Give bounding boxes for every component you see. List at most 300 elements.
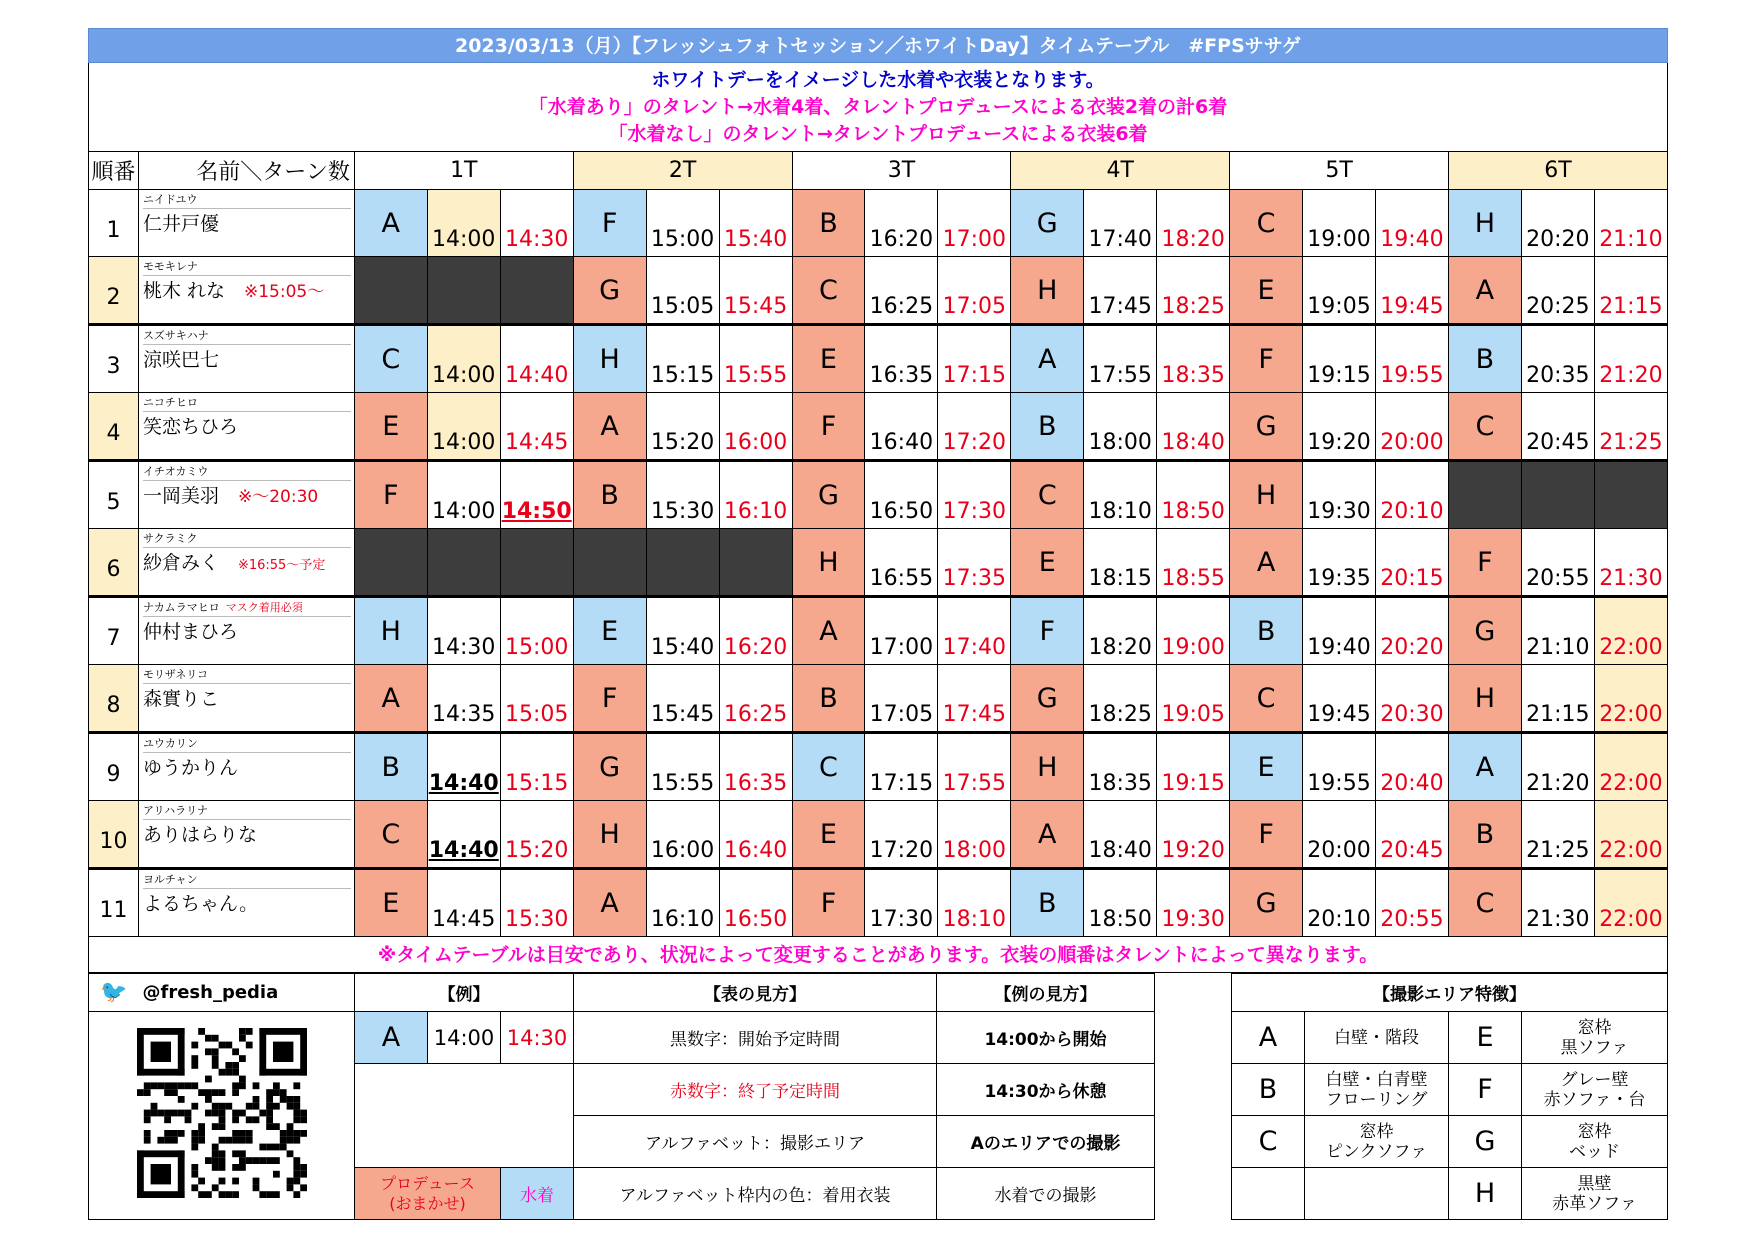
talent-kana: ナカムラマヒロ マスク着用必須 (143, 598, 351, 617)
end-time: 20:20 (1375, 597, 1448, 665)
area-code (1232, 1168, 1305, 1220)
start-time: 14:00 (427, 461, 500, 529)
talent-name-cell (138, 461, 354, 529)
talent-kana: イチオカミウ (143, 462, 351, 481)
unavailable-slot (500, 529, 573, 597)
unavailable-slot (427, 529, 500, 597)
area-letter: C (354, 325, 427, 393)
talent-name-text: 桃木 れな (142, 280, 225, 302)
header-turn-2: 2T (573, 152, 792, 190)
page-title: 2023/03/13（月）【フレッシュフォトセッション／ホワイトDay】タイムテーブル #FPSササゲ (88, 28, 1668, 63)
talent-name-text: 一岡美羽 (142, 485, 219, 507)
start-time: 19:00 (1303, 190, 1376, 257)
end-time: 19:45 (1375, 257, 1448, 325)
end-time: 15:15 (500, 733, 573, 801)
end-time: 16:20 (719, 597, 792, 665)
talent-kana: スズサキハナ (143, 326, 351, 345)
end-time: 19:00 (1157, 597, 1230, 665)
end-time: 18:25 (1157, 257, 1230, 325)
area-header: 【撮影エリア特徴】 (1232, 974, 1668, 1012)
area-description: 窓枠 ピンクソファ (1305, 1116, 1449, 1168)
start-time: 19:40 (1303, 597, 1376, 665)
unavailable-slot (573, 529, 646, 597)
end-time: 14:30 (500, 190, 573, 257)
area-letter: H (573, 801, 646, 869)
area-letter: A (1448, 257, 1521, 325)
area-letter: A (792, 597, 865, 665)
end-time: 15:45 (719, 257, 792, 325)
start-time: 16:10 (646, 869, 719, 937)
talent-name-text: よるちゃん。 (142, 893, 259, 915)
unavailable-slot (427, 257, 500, 325)
area-letter: G (792, 461, 865, 529)
area-code: G (1449, 1116, 1522, 1168)
start-time: 19:05 (1303, 257, 1376, 325)
start-time: 16:50 (865, 461, 938, 529)
talent-name-text: 仲村まひろ (142, 621, 238, 643)
area-letter: E (1230, 257, 1303, 325)
start-time: 17:15 (865, 733, 938, 801)
start-time: 18:10 (1084, 461, 1157, 529)
start-time: 19:45 (1303, 665, 1376, 733)
start-time: 15:55 (646, 733, 719, 801)
area-letter: G (573, 257, 646, 325)
timetable-sheet (88, 28, 1668, 1233)
talent-name-cell (138, 257, 354, 325)
end-time: 17:15 (938, 325, 1011, 393)
end-time: 19:20 (1157, 801, 1230, 869)
talent-name-text: 笑恋ちひろ (142, 416, 238, 438)
twitter-bird-icon: 🐦 (100, 980, 128, 1005)
start-time: 15:15 (646, 325, 719, 393)
area-letter: F (573, 190, 646, 257)
area-letter: B (1011, 869, 1084, 937)
area-letter: G (1230, 393, 1303, 461)
talent-name (143, 412, 354, 442)
legend-example-start: 14:00 (428, 1012, 501, 1064)
start-time: 21:20 (1521, 733, 1594, 801)
area-letter: F (792, 869, 865, 937)
example-header: 【例】 (355, 974, 574, 1012)
start-time: 18:50 (1084, 869, 1157, 937)
start-time: 17:30 (865, 869, 938, 937)
area-letter: F (1011, 597, 1084, 665)
area-description (1305, 1168, 1449, 1220)
area-letter: A (573, 869, 646, 937)
area-letter: A (573, 393, 646, 461)
end-time: 15:00 (500, 597, 573, 665)
area-table (1231, 973, 1668, 1220)
talent-name (143, 753, 354, 783)
start-time: 20:55 (1521, 529, 1594, 597)
area-letter: A (354, 190, 427, 257)
row-number: 10 (89, 801, 139, 869)
start-time: 15:00 (646, 190, 719, 257)
area-letter: H (354, 597, 427, 665)
talent-kana: モリザネリコ (143, 665, 351, 684)
legend-area (88, 973, 1668, 1233)
talent-kana: ニイドユウ (143, 190, 351, 209)
area-code: F (1449, 1064, 1522, 1116)
start-time: 14:30 (427, 597, 500, 665)
area-letter: H (792, 529, 865, 597)
end-time: 22:00 (1594, 869, 1667, 937)
example-howto-header: 【例の見方】 (937, 974, 1155, 1012)
legend-swimsuit-swatch: 水着 (501, 1168, 574, 1220)
end-time: 21:25 (1594, 393, 1667, 461)
start-time: 19:15 (1303, 325, 1376, 393)
legend-desc-color: アルファベット枠内の色：着用衣装 (574, 1168, 937, 1220)
row-number: 11 (89, 869, 139, 937)
start-time: 21:25 (1521, 801, 1594, 869)
qr-code-icon (137, 1028, 307, 1198)
talent-note: ※15:05～ (244, 282, 325, 302)
talent-name-cell (138, 597, 354, 665)
area-letter: B (1230, 597, 1303, 665)
end-time: 18:35 (1157, 325, 1230, 393)
intro-line-3: 「水着なし」のタレント→タレントプロデュースによる衣装6着 (608, 123, 1148, 145)
talent-name-text: ゆうかりん (142, 757, 238, 779)
area-letter: B (1011, 393, 1084, 461)
area-description: 窓枠 黒ソファ (1522, 1012, 1668, 1064)
area-letter: H (1011, 257, 1084, 325)
row-number: 2 (89, 257, 139, 325)
start-time: 16:20 (865, 190, 938, 257)
area-letter: F (573, 665, 646, 733)
header-turn-4: 4T (1011, 152, 1230, 190)
end-time: 17:35 (938, 529, 1011, 597)
start-time: 14:00 (427, 325, 500, 393)
area-description: 白壁・白青壁 フローリング (1305, 1064, 1449, 1116)
area-letter: H (1230, 461, 1303, 529)
legend-example-letter: A (355, 1012, 428, 1064)
talent-kana: アリハラリナ (143, 801, 351, 820)
intro-line-1: ホワイトデーをイメージした水着や衣装となります。 (651, 69, 1105, 91)
start-time: 16:55 (865, 529, 938, 597)
end-time: 20:10 (1375, 461, 1448, 529)
talent-name-text: 涼咲巴七 (142, 349, 219, 371)
area-letter: B (354, 733, 427, 801)
end-time: 17:55 (938, 733, 1011, 801)
start-time: 19:55 (1303, 733, 1376, 801)
start-time: 18:20 (1084, 597, 1157, 665)
start-time: 17:55 (1084, 325, 1157, 393)
talent-name (143, 889, 354, 919)
talent-name (143, 481, 354, 512)
start-time: 15:05 (646, 257, 719, 325)
start-time: 21:10 (1521, 597, 1594, 665)
area-letter: C (354, 801, 427, 869)
legend-blank (355, 1064, 574, 1168)
area-letter: A (1448, 733, 1521, 801)
area-letter: F (1448, 529, 1521, 597)
end-time: 14:45 (500, 393, 573, 461)
area-letter: A (1011, 325, 1084, 393)
row-number: 3 (89, 325, 139, 393)
start-time: 15:40 (646, 597, 719, 665)
talent-name-text: ありはらりな (142, 824, 257, 846)
talent-name (143, 684, 354, 714)
end-time: 17:20 (938, 393, 1011, 461)
start-time: 14:00 (427, 190, 500, 257)
end-time: 16:25 (719, 665, 792, 733)
area-description: グレー壁 赤ソファ・台 (1522, 1064, 1668, 1116)
end-time: 19:40 (1375, 190, 1448, 257)
talent-kana: サクラミク (143, 529, 351, 548)
start-time: 17:05 (865, 665, 938, 733)
end-time: 18:00 (938, 801, 1011, 869)
header-turn-3: 3T (792, 152, 1011, 190)
end-time: 20:15 (1375, 529, 1448, 597)
end-time: 14:50 (500, 461, 573, 529)
end-time: 19:30 (1157, 869, 1230, 937)
end-time: 17:00 (938, 190, 1011, 257)
start-time: 19:20 (1303, 393, 1376, 461)
area-letter: B (1448, 325, 1521, 393)
end-time: 17:05 (938, 257, 1011, 325)
row-number: 6 (89, 529, 139, 597)
talent-name-cell (138, 733, 354, 801)
end-time: 20:40 (1375, 733, 1448, 801)
start-time: 14:35 (427, 665, 500, 733)
end-time: 16:40 (719, 801, 792, 869)
start-time: 20:25 (1521, 257, 1594, 325)
end-time: 20:30 (1375, 665, 1448, 733)
start-time: 16:40 (865, 393, 938, 461)
area-letter: G (1448, 597, 1521, 665)
legend-example-end: 14:30 (501, 1012, 574, 1064)
start-time: 20:35 (1521, 325, 1594, 393)
talent-name-text: 仁井戸優 (142, 213, 219, 235)
area-letter: G (573, 733, 646, 801)
area-description: 白壁・階段 (1305, 1012, 1449, 1064)
area-letter: E (1230, 733, 1303, 801)
end-time: 14:40 (500, 325, 573, 393)
area-letter: F (792, 393, 865, 461)
start-time: 17:40 (1084, 190, 1157, 257)
start-time: 19:35 (1303, 529, 1376, 597)
row-number: 7 (89, 597, 139, 665)
talent-note: ※～20:30 (237, 487, 319, 507)
area-letter: H (1448, 665, 1521, 733)
area-letter: F (1230, 325, 1303, 393)
area-letter: C (1230, 665, 1303, 733)
unavailable-slot (646, 529, 719, 597)
talent-kana: ヨルチャン (143, 870, 351, 889)
talent-name (143, 617, 354, 647)
start-time: 14:40 (427, 733, 500, 801)
start-time: 19:30 (1303, 461, 1376, 529)
area-letter: A (1230, 529, 1303, 597)
end-time: 20:55 (1375, 869, 1448, 937)
legend-example-start-text: 14:00から開始 (937, 1012, 1155, 1064)
header-turn-6: 6T (1448, 152, 1667, 190)
talent-name (143, 820, 354, 850)
end-time: 17:40 (938, 597, 1011, 665)
end-time: 15:30 (500, 869, 573, 937)
talent-note: ※16:55～予定 (237, 558, 326, 573)
area-letter: B (792, 190, 865, 257)
start-time: 14:00 (427, 393, 500, 461)
end-time: 15:20 (500, 801, 573, 869)
start-time: 16:25 (865, 257, 938, 325)
legend-example-area-text: Aのエリアでの撮影 (937, 1116, 1155, 1168)
end-time: 18:40 (1157, 393, 1230, 461)
end-time: 22:00 (1594, 665, 1667, 733)
end-time: 16:10 (719, 461, 792, 529)
area-letter: E (792, 801, 865, 869)
start-time: 18:25 (1084, 665, 1157, 733)
end-time: 19:55 (1375, 325, 1448, 393)
start-time: 15:45 (646, 665, 719, 733)
start-time: 16:00 (646, 801, 719, 869)
end-time: 21:10 (1594, 190, 1667, 257)
talent-name (143, 548, 354, 581)
start-time: 21:15 (1521, 665, 1594, 733)
unavailable-slot (500, 257, 573, 325)
area-letter: H (573, 325, 646, 393)
header-order: 順番 (89, 152, 139, 190)
area-letter: G (1011, 190, 1084, 257)
header-name-turns: 名前＼ターン数 (138, 152, 354, 190)
area-letter: E (792, 325, 865, 393)
area-letter: E (354, 869, 427, 937)
legend-example-end-text: 14:30から休憩 (937, 1064, 1155, 1116)
talent-name (143, 276, 354, 307)
area-letter: C (792, 257, 865, 325)
start-time: 21:30 (1521, 869, 1594, 937)
end-time: 19:15 (1157, 733, 1230, 801)
unavailable-slot (1521, 461, 1594, 529)
start-time: 20:20 (1521, 190, 1594, 257)
end-time: 21:20 (1594, 325, 1667, 393)
unavailable-slot (719, 529, 792, 597)
area-letter: G (1011, 665, 1084, 733)
legend-table (88, 973, 1155, 1220)
timetable (88, 151, 1668, 937)
intro-text (88, 63, 1668, 151)
area-letter: E (354, 393, 427, 461)
area-letter: F (1230, 801, 1303, 869)
twitter-handle[interactable]: @fresh_pedia (139, 974, 355, 1012)
talent-name-text: 森實りこ (142, 688, 219, 710)
area-letter: G (1230, 869, 1303, 937)
start-time: 15:20 (646, 393, 719, 461)
talent-name (143, 209, 354, 239)
end-time: 21:30 (1594, 529, 1667, 597)
unavailable-slot (354, 529, 427, 597)
area-letter: E (573, 597, 646, 665)
area-letter: A (354, 665, 427, 733)
start-time: 18:35 (1084, 733, 1157, 801)
start-time: 20:00 (1303, 801, 1376, 869)
end-time: 16:35 (719, 733, 792, 801)
footnote: ※タイムテーブルは目安であり、状況によって変更することがあります。衣装の順番はタレントによって異なります。 (88, 937, 1668, 973)
end-time: 22:00 (1594, 801, 1667, 869)
area-letter: C (1011, 461, 1084, 529)
area-letter: B (1448, 801, 1521, 869)
row-number: 1 (89, 190, 139, 257)
talent-name-cell (138, 529, 354, 597)
end-time: 15:55 (719, 325, 792, 393)
area-letter: H (1448, 190, 1521, 257)
start-time: 18:00 (1084, 393, 1157, 461)
start-time: 17:20 (865, 801, 938, 869)
start-time: 18:15 (1084, 529, 1157, 597)
talent-kana: モモキレナ (143, 257, 351, 276)
area-letter: B (792, 665, 865, 733)
end-time: 19:05 (1157, 665, 1230, 733)
howto-header: 【表の見方】 (574, 974, 937, 1012)
start-time: 18:40 (1084, 801, 1157, 869)
area-letter: C (1230, 190, 1303, 257)
start-time: 15:30 (646, 461, 719, 529)
legend-produce-swatch: プロデュース (おまかせ) (355, 1168, 501, 1220)
area-letter: B (573, 461, 646, 529)
talent-kana: ニコチヒロ (143, 393, 351, 412)
row-number: 5 (89, 461, 139, 529)
end-time: 17:30 (938, 461, 1011, 529)
talent-name-cell (138, 801, 354, 869)
area-letter: H (1011, 733, 1084, 801)
start-time: 20:45 (1521, 393, 1594, 461)
talent-name-cell (138, 190, 354, 257)
end-time: 22:00 (1594, 597, 1667, 665)
intro-line-2: 「水着あり」のタレント→水着4着、タレントプロデュースによる衣装2着の計6着 (528, 96, 1228, 118)
row-number: 9 (89, 733, 139, 801)
talent-name-text: 紗倉みく (142, 552, 219, 574)
header-turn-5: 5T (1230, 152, 1449, 190)
end-time: 22:00 (1594, 733, 1667, 801)
area-code: B (1232, 1064, 1305, 1116)
area-letter: C (792, 733, 865, 801)
talent-name-cell (138, 393, 354, 461)
start-time: 17:45 (1084, 257, 1157, 325)
legend-desc-end: 赤数字：終了予定時間 (574, 1064, 937, 1116)
area-letter: C (1448, 393, 1521, 461)
talent-name-cell (138, 665, 354, 733)
end-time: 16:50 (719, 869, 792, 937)
start-time: 20:10 (1303, 869, 1376, 937)
unavailable-slot (354, 257, 427, 325)
end-time: 15:40 (719, 190, 792, 257)
legend-example-color-text: 水着での撮影 (937, 1168, 1155, 1220)
legend-desc-area: アルファベット：撮影エリア (574, 1116, 937, 1168)
area-code: E (1449, 1012, 1522, 1064)
area-letter: E (1011, 529, 1084, 597)
talent-name (143, 345, 354, 375)
end-time: 16:00 (719, 393, 792, 461)
talent-kana-note: マスク着用必須 (225, 601, 303, 614)
area-description: 窓枠 ベッド (1522, 1116, 1668, 1168)
twitter-icon-cell (89, 974, 139, 1012)
start-time: 14:45 (427, 869, 500, 937)
end-time: 15:05 (500, 665, 573, 733)
unavailable-slot (1594, 461, 1667, 529)
qr-code-cell (89, 1012, 355, 1220)
row-number: 4 (89, 393, 139, 461)
area-description: 黒壁 赤革ソファ (1522, 1168, 1668, 1220)
end-time: 18:55 (1157, 529, 1230, 597)
end-time: 18:10 (938, 869, 1011, 937)
talent-kana: ユウカリン (143, 734, 351, 753)
end-time: 18:50 (1157, 461, 1230, 529)
area-letter: C (1448, 869, 1521, 937)
talent-name-cell (138, 869, 354, 937)
end-time: 20:00 (1375, 393, 1448, 461)
end-time: 21:15 (1594, 257, 1667, 325)
header-turn-1: 1T (354, 152, 573, 190)
